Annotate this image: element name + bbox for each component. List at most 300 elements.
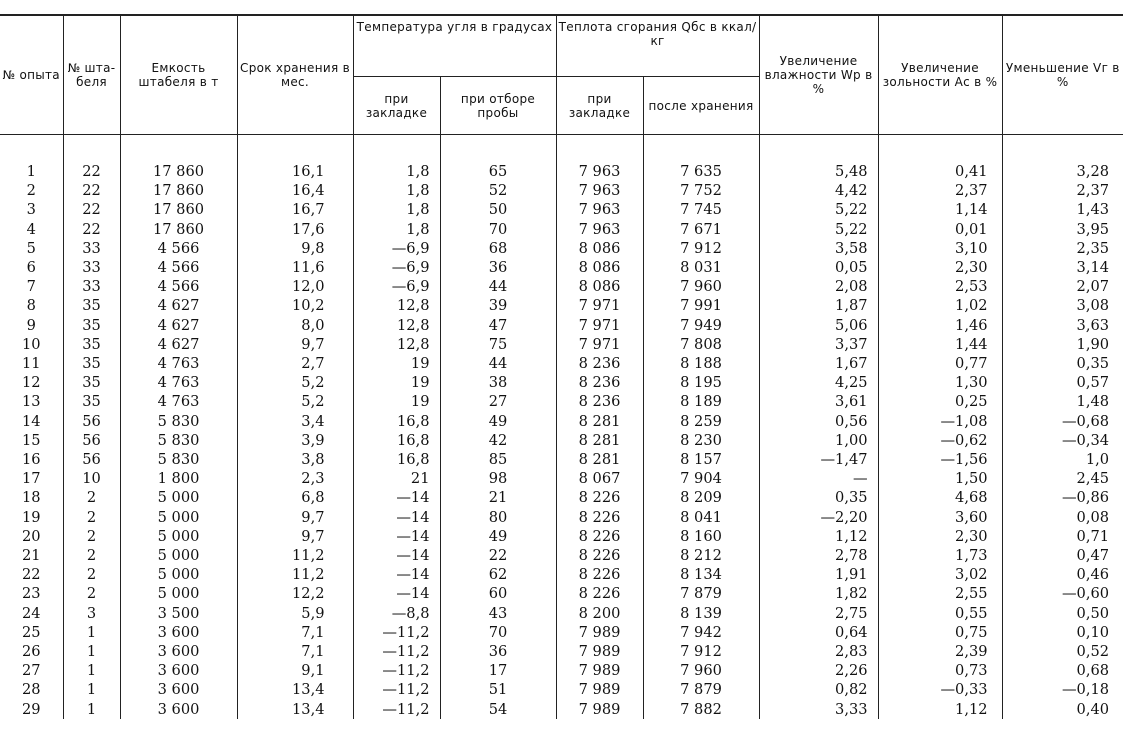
cell-volatile: 1,48 <box>1002 392 1123 411</box>
cell-temp-load: —14 <box>353 488 440 507</box>
cell-stack: 2 <box>63 565 120 584</box>
cell-heat-after: 8 259 <box>643 412 759 431</box>
table-row <box>0 162 1123 181</box>
cell-temp-sample: 17 <box>440 661 556 680</box>
cell-heat-after: 8 189 <box>643 392 759 411</box>
cell-heat-after: 7 942 <box>643 623 759 642</box>
cell-temp-sample: 54 <box>440 700 556 719</box>
cell-temp-load: 12,8 <box>353 316 440 335</box>
cell-temp-load: —8,8 <box>353 604 440 623</box>
cell-num: 9 <box>26 316 36 334</box>
cell-num: 23 <box>21 585 41 603</box>
cell-heat-after: 7 960 <box>643 277 759 296</box>
cell-heat-load: 8 236 <box>556 373 643 392</box>
cell-ash: 1,14 <box>878 200 1002 219</box>
cell-heat-load: 8 086 <box>556 277 643 296</box>
cell-ash: —0,62 <box>878 431 1002 450</box>
cell-temp-load: —14 <box>353 527 440 546</box>
cell-stack: 22 <box>63 181 120 200</box>
cell-heat-after: 7 879 <box>643 584 759 603</box>
cell-heat-load: 7 963 <box>556 220 643 239</box>
cell-period: 13,4 <box>237 680 353 699</box>
cell-temp-sample: 27 <box>440 392 556 411</box>
cell-temp-sample: 21 <box>440 488 556 507</box>
cell-ash: 4,68 <box>878 488 1002 507</box>
cell-capacity: 1 800 <box>120 469 237 488</box>
cell-moisture: 0,64 <box>759 623 878 642</box>
cell-volatile: —0,68 <box>1002 412 1123 431</box>
cell-capacity: 4 763 <box>120 392 237 411</box>
cell-ash: 0,25 <box>878 392 1002 411</box>
cell-capacity: 4 763 <box>120 354 237 373</box>
cell-moisture: — <box>759 469 878 488</box>
cell-heat-after: 8 195 <box>643 373 759 392</box>
cell-volatile: 3,14 <box>1002 258 1123 277</box>
cell-temp-load: 1,8 <box>353 181 440 200</box>
cell-ash: 3,02 <box>878 565 1002 584</box>
cell-ash: —1,08 <box>878 412 1002 431</box>
cell-temp-sample: 62 <box>440 565 556 584</box>
cell-heat-after: 7 752 <box>643 181 759 200</box>
cell-period: 11,2 <box>237 565 353 584</box>
table-row <box>0 642 1123 661</box>
cell-moisture: 4,25 <box>759 373 878 392</box>
cell-ash: 2,53 <box>878 277 1002 296</box>
cell-capacity: 17 860 <box>120 181 237 200</box>
cell-num: 12 <box>21 374 41 392</box>
table-row <box>0 584 1123 603</box>
cell-num: 28 <box>21 681 41 699</box>
cell-moisture: 2,08 <box>759 277 878 296</box>
cell-temp-sample: 49 <box>440 527 556 546</box>
cell-heat-after: 7 635 <box>643 162 759 181</box>
cell-heat-after: 7 912 <box>643 239 759 258</box>
header-num: № опыта <box>0 15 63 135</box>
cell-volatile: 3,08 <box>1002 296 1123 315</box>
cell-moisture: 3,37 <box>759 335 878 354</box>
cell-num: 18 <box>21 489 41 507</box>
cell-temp-sample: 70 <box>440 623 556 642</box>
cell-stack: 33 <box>63 258 120 277</box>
table-row <box>0 258 1123 277</box>
cell-volatile: 0,35 <box>1002 354 1123 373</box>
cell-heat-after: 8 160 <box>643 527 759 546</box>
cell-stack: 35 <box>63 316 120 335</box>
cell-num: 25 <box>21 623 41 641</box>
table-row <box>0 200 1123 219</box>
cell-stack: 2 <box>63 488 120 507</box>
header-ash: Увеличение зольности Ас в % <box>878 15 1002 135</box>
cell-stack: 22 <box>63 162 120 181</box>
cell-volatile: 0,50 <box>1002 604 1123 623</box>
cell-ash: 1,50 <box>878 469 1002 488</box>
cell-heat-load: 7 989 <box>556 661 643 680</box>
cell-stack: 2 <box>63 546 120 565</box>
cell-temp-sample: 70 <box>440 220 556 239</box>
cell-capacity: 5 000 <box>120 584 237 603</box>
cell-moisture: 1,00 <box>759 431 878 450</box>
cell-volatile: 0,71 <box>1002 527 1123 546</box>
cell-volatile: 2,07 <box>1002 277 1123 296</box>
cell-temp-load: —6,9 <box>353 239 440 258</box>
table-row <box>0 546 1123 565</box>
table-row <box>0 508 1123 527</box>
cell-heat-load: 8 281 <box>556 412 643 431</box>
cell-moisture: 1,67 <box>759 354 878 373</box>
cell-ash: 0,73 <box>878 661 1002 680</box>
cell-ash: —1,56 <box>878 450 1002 469</box>
cell-heat-after: 8 031 <box>643 258 759 277</box>
table-row <box>0 565 1123 584</box>
cell-num: 22 <box>21 566 41 584</box>
table-row <box>0 469 1123 488</box>
cell-heat-load: 8 086 <box>556 239 643 258</box>
cell-temp-sample: 75 <box>440 335 556 354</box>
cell-heat-after: 8 212 <box>643 546 759 565</box>
cell-temp-load: 1,8 <box>353 200 440 219</box>
spacer-row <box>0 135 1123 163</box>
cell-num: 20 <box>21 527 41 545</box>
table-row <box>0 623 1123 642</box>
cell-period: 12,2 <box>237 584 353 603</box>
cell-volatile: 0,52 <box>1002 642 1123 661</box>
cell-temp-sample: 51 <box>440 680 556 699</box>
cell-stack: 1 <box>63 700 120 719</box>
table-row <box>0 700 1123 719</box>
cell-num: 13 <box>21 393 41 411</box>
cell-num: 15 <box>21 431 41 449</box>
cell-volatile: 1,0 <box>1002 450 1123 469</box>
cell-capacity: 3 600 <box>120 661 237 680</box>
cell-capacity: 4 566 <box>120 239 237 258</box>
cell-ash: 3,60 <box>878 508 1002 527</box>
cell-capacity: 17 860 <box>120 162 237 181</box>
cell-stack: 2 <box>63 584 120 603</box>
cell-stack: 56 <box>63 450 120 469</box>
cell-stack: 22 <box>63 200 120 219</box>
cell-stack: 1 <box>63 680 120 699</box>
cell-volatile: 0,68 <box>1002 661 1123 680</box>
cell-volatile: 2,45 <box>1002 469 1123 488</box>
cell-capacity: 3 500 <box>120 604 237 623</box>
cell-ash: 1,46 <box>878 316 1002 335</box>
cell-temp-load: 16,8 <box>353 450 440 469</box>
cell-stack: 2 <box>63 527 120 546</box>
cell-num: 29 <box>21 700 41 718</box>
header-moisture: Увеличение влажности Wр в % <box>759 15 878 135</box>
cell-period: 11,2 <box>237 546 353 565</box>
cell-num: 1 <box>26 163 36 180</box>
coal-storage-table <box>0 14 1123 719</box>
cell-capacity: 4 627 <box>120 335 237 354</box>
cell-temp-sample: 44 <box>440 277 556 296</box>
cell-moisture: 3,33 <box>759 700 878 719</box>
cell-temp-load: —11,2 <box>353 623 440 642</box>
cell-temp-load: 12,8 <box>353 335 440 354</box>
table-row <box>0 181 1123 200</box>
cell-temp-sample: 22 <box>440 546 556 565</box>
cell-period: 3,9 <box>237 431 353 450</box>
cell-volatile: 3,63 <box>1002 316 1123 335</box>
cell-temp-sample: 98 <box>440 469 556 488</box>
cell-moisture: 2,26 <box>759 661 878 680</box>
table-row <box>0 604 1123 623</box>
cell-moisture: 5,06 <box>759 316 878 335</box>
cell-stack: 10 <box>63 469 120 488</box>
cell-stack: 3 <box>63 604 120 623</box>
cell-temp-load: 16,8 <box>353 412 440 431</box>
header-period: Срок хранения в мес. <box>237 15 353 135</box>
header-temp-group: Температура угля в градусах <box>353 15 556 77</box>
cell-temp-sample: 60 <box>440 584 556 603</box>
cell-temp-load: 19 <box>353 354 440 373</box>
cell-num: 17 <box>21 470 41 488</box>
cell-ash: 1,73 <box>878 546 1002 565</box>
cell-temp-load: —14 <box>353 565 440 584</box>
cell-period: 7,1 <box>237 642 353 661</box>
cell-volatile: 3,28 <box>1002 162 1123 181</box>
table-row <box>0 431 1123 450</box>
cell-ash: 1,12 <box>878 700 1002 719</box>
cell-period: 13,4 <box>237 700 353 719</box>
cell-period: 8,0 <box>237 316 353 335</box>
cell-volatile: 0,40 <box>1002 700 1123 719</box>
cell-ash: 1,44 <box>878 335 1002 354</box>
cell-stack: 2 <box>63 508 120 527</box>
cell-moisture: 3,61 <box>759 392 878 411</box>
cell-temp-sample: 36 <box>440 642 556 661</box>
cell-heat-load: 7 989 <box>556 642 643 661</box>
cell-temp-load: 12,8 <box>353 296 440 315</box>
cell-temp-load: 19 <box>353 373 440 392</box>
cell-heat-load: 8 200 <box>556 604 643 623</box>
cell-heat-load: 8 281 <box>556 450 643 469</box>
cell-num: 26 <box>21 643 41 661</box>
cell-ash: 2,30 <box>878 527 1002 546</box>
cell-capacity: 4 566 <box>120 277 237 296</box>
cell-heat-after: 8 041 <box>643 508 759 527</box>
cell-temp-sample: 65 <box>440 162 556 181</box>
header-heat-after: после хранения <box>643 77 759 135</box>
cell-heat-after: 8 134 <box>643 565 759 584</box>
cell-temp-sample: 49 <box>440 412 556 431</box>
cell-heat-load: 7 989 <box>556 700 643 719</box>
table-row <box>0 450 1123 469</box>
cell-capacity: 3 600 <box>120 680 237 699</box>
cell-period: 6,8 <box>237 488 353 507</box>
table-row <box>0 296 1123 315</box>
cell-stack: 35 <box>63 296 120 315</box>
cell-moisture: 1,87 <box>759 296 878 315</box>
cell-ash: 1,02 <box>878 296 1002 315</box>
cell-period: 10,2 <box>237 296 353 315</box>
cell-stack: 1 <box>63 661 120 680</box>
cell-ash: 0,01 <box>878 220 1002 239</box>
cell-moisture: 1,82 <box>759 584 878 603</box>
cell-heat-after: 7 904 <box>643 469 759 488</box>
cell-period: 9,8 <box>237 239 353 258</box>
cell-volatile: —0,18 <box>1002 680 1123 699</box>
cell-heat-after: 8 157 <box>643 450 759 469</box>
cell-num: 11 <box>21 355 41 373</box>
cell-period: 11,6 <box>237 258 353 277</box>
cell-num: 14 <box>21 412 41 430</box>
table-row <box>0 220 1123 239</box>
cell-heat-load: 7 963 <box>556 181 643 200</box>
table-row <box>0 239 1123 258</box>
cell-period: 9,7 <box>237 527 353 546</box>
header-heat-group: Теплота сгорания Qбс в ккал/кг <box>556 15 759 77</box>
cell-num: 8 <box>26 297 36 315</box>
cell-period: 16,4 <box>237 181 353 200</box>
cell-period: 7,1 <box>237 623 353 642</box>
cell-heat-load: 8 226 <box>556 488 643 507</box>
cell-stack: 35 <box>63 373 120 392</box>
cell-capacity: 3 600 <box>120 623 237 642</box>
cell-moisture: 4,42 <box>759 181 878 200</box>
cell-temp-load: —14 <box>353 584 440 603</box>
cell-period: 2,7 <box>237 354 353 373</box>
cell-capacity: 5 000 <box>120 546 237 565</box>
cell-moisture: 0,56 <box>759 412 878 431</box>
cell-heat-load: 8 236 <box>556 354 643 373</box>
cell-volatile: —0,86 <box>1002 488 1123 507</box>
cell-capacity: 5 000 <box>120 565 237 584</box>
cell-ash: 0,77 <box>878 354 1002 373</box>
cell-temp-sample: 47 <box>440 316 556 335</box>
cell-stack: 22 <box>63 220 120 239</box>
cell-moisture: 5,22 <box>759 220 878 239</box>
cell-ash: 2,39 <box>878 642 1002 661</box>
cell-temp-sample: 44 <box>440 354 556 373</box>
cell-temp-load: —11,2 <box>353 661 440 680</box>
cell-num: 2 <box>26 182 36 200</box>
cell-ash: 0,55 <box>878 604 1002 623</box>
cell-heat-load: 7 989 <box>556 680 643 699</box>
cell-capacity: 17 860 <box>120 200 237 219</box>
cell-moisture: 3,58 <box>759 239 878 258</box>
cell-stack: 1 <box>63 623 120 642</box>
cell-stack: 35 <box>63 392 120 411</box>
cell-temp-sample: 85 <box>440 450 556 469</box>
cell-num: 4 <box>26 220 36 238</box>
cell-period: 9,7 <box>237 335 353 354</box>
cell-heat-load: 8 226 <box>556 508 643 527</box>
cell-temp-load: 19 <box>353 392 440 411</box>
table-row <box>0 661 1123 680</box>
cell-capacity: 4 763 <box>120 373 237 392</box>
cell-num: 21 <box>21 547 41 565</box>
cell-capacity: 4 627 <box>120 296 237 315</box>
cell-heat-after: 7 671 <box>643 220 759 239</box>
header-temp-load: при закладке <box>353 77 440 135</box>
cell-heat-load: 8 226 <box>556 546 643 565</box>
cell-heat-after: 8 139 <box>643 604 759 623</box>
cell-capacity: 5 000 <box>120 488 237 507</box>
cell-ash: 3,10 <box>878 239 1002 258</box>
cell-temp-sample: 68 <box>440 239 556 258</box>
cell-capacity: 17 860 <box>120 220 237 239</box>
cell-volatile: 2,35 <box>1002 239 1123 258</box>
header-temp-sample: при отборе пробы <box>440 77 556 135</box>
cell-moisture: —1,47 <box>759 450 878 469</box>
cell-ash: 2,37 <box>878 181 1002 200</box>
cell-ash: 2,55 <box>878 584 1002 603</box>
cell-temp-load: —11,2 <box>353 680 440 699</box>
cell-period: 3,8 <box>237 450 353 469</box>
cell-heat-after: 7 991 <box>643 296 759 315</box>
cell-volatile: 1,43 <box>1002 200 1123 219</box>
cell-temp-load: 16,8 <box>353 431 440 450</box>
table-row <box>0 316 1123 335</box>
cell-stack: 35 <box>63 354 120 373</box>
cell-num: 5 <box>26 239 36 257</box>
cell-volatile: 1,90 <box>1002 335 1123 354</box>
cell-period: 16,7 <box>237 200 353 219</box>
cell-num: 10 <box>21 335 41 353</box>
cell-temp-sample: 50 <box>440 200 556 219</box>
cell-heat-after: 7 879 <box>643 680 759 699</box>
cell-num: 3 <box>26 201 36 219</box>
cell-volatile: 0,47 <box>1002 546 1123 565</box>
cell-volatile: 3,95 <box>1002 220 1123 239</box>
cell-heat-after: 7 808 <box>643 335 759 354</box>
table-row <box>0 527 1123 546</box>
table-row <box>0 277 1123 296</box>
table-row <box>0 392 1123 411</box>
cell-temp-load: —14 <box>353 546 440 565</box>
cell-heat-load: 8 226 <box>556 527 643 546</box>
cell-moisture: 0,05 <box>759 258 878 277</box>
cell-capacity: 5 830 <box>120 431 237 450</box>
table-row <box>0 373 1123 392</box>
table-row <box>0 488 1123 507</box>
cell-temp-sample: 38 <box>440 373 556 392</box>
cell-moisture: 0,82 <box>759 680 878 699</box>
header-stack: № шта-беля <box>63 15 120 135</box>
cell-capacity: 3 600 <box>120 642 237 661</box>
cell-period: 3,4 <box>237 412 353 431</box>
cell-capacity: 4 566 <box>120 258 237 277</box>
cell-num: 7 <box>26 278 36 296</box>
cell-temp-load: —6,9 <box>353 258 440 277</box>
cell-heat-after: 7 745 <box>643 200 759 219</box>
cell-moisture: 2,78 <box>759 546 878 565</box>
cell-temp-load: 21 <box>353 469 440 488</box>
cell-heat-after: 8 188 <box>643 354 759 373</box>
cell-moisture: —2,20 <box>759 508 878 527</box>
cell-moisture: 2,75 <box>759 604 878 623</box>
cell-heat-load: 7 971 <box>556 316 643 335</box>
table-body <box>0 135 1123 719</box>
cell-heat-load: 8 236 <box>556 392 643 411</box>
cell-ash: 1,30 <box>878 373 1002 392</box>
cell-heat-load: 8 086 <box>556 258 643 277</box>
cell-period: 2,3 <box>237 469 353 488</box>
header-capacity: Емкость штабеля в т <box>120 15 237 135</box>
cell-period: 5,9 <box>237 604 353 623</box>
cell-heat-load: 7 989 <box>556 623 643 642</box>
table-row <box>0 354 1123 373</box>
cell-volatile: 0,08 <box>1002 508 1123 527</box>
table-row <box>0 680 1123 699</box>
cell-capacity: 4 627 <box>120 316 237 335</box>
cell-ash: 2,30 <box>878 258 1002 277</box>
cell-moisture: 1,12 <box>759 527 878 546</box>
cell-temp-load: —14 <box>353 508 440 527</box>
cell-heat-load: 7 963 <box>556 162 643 181</box>
cell-ash: —0,33 <box>878 680 1002 699</box>
